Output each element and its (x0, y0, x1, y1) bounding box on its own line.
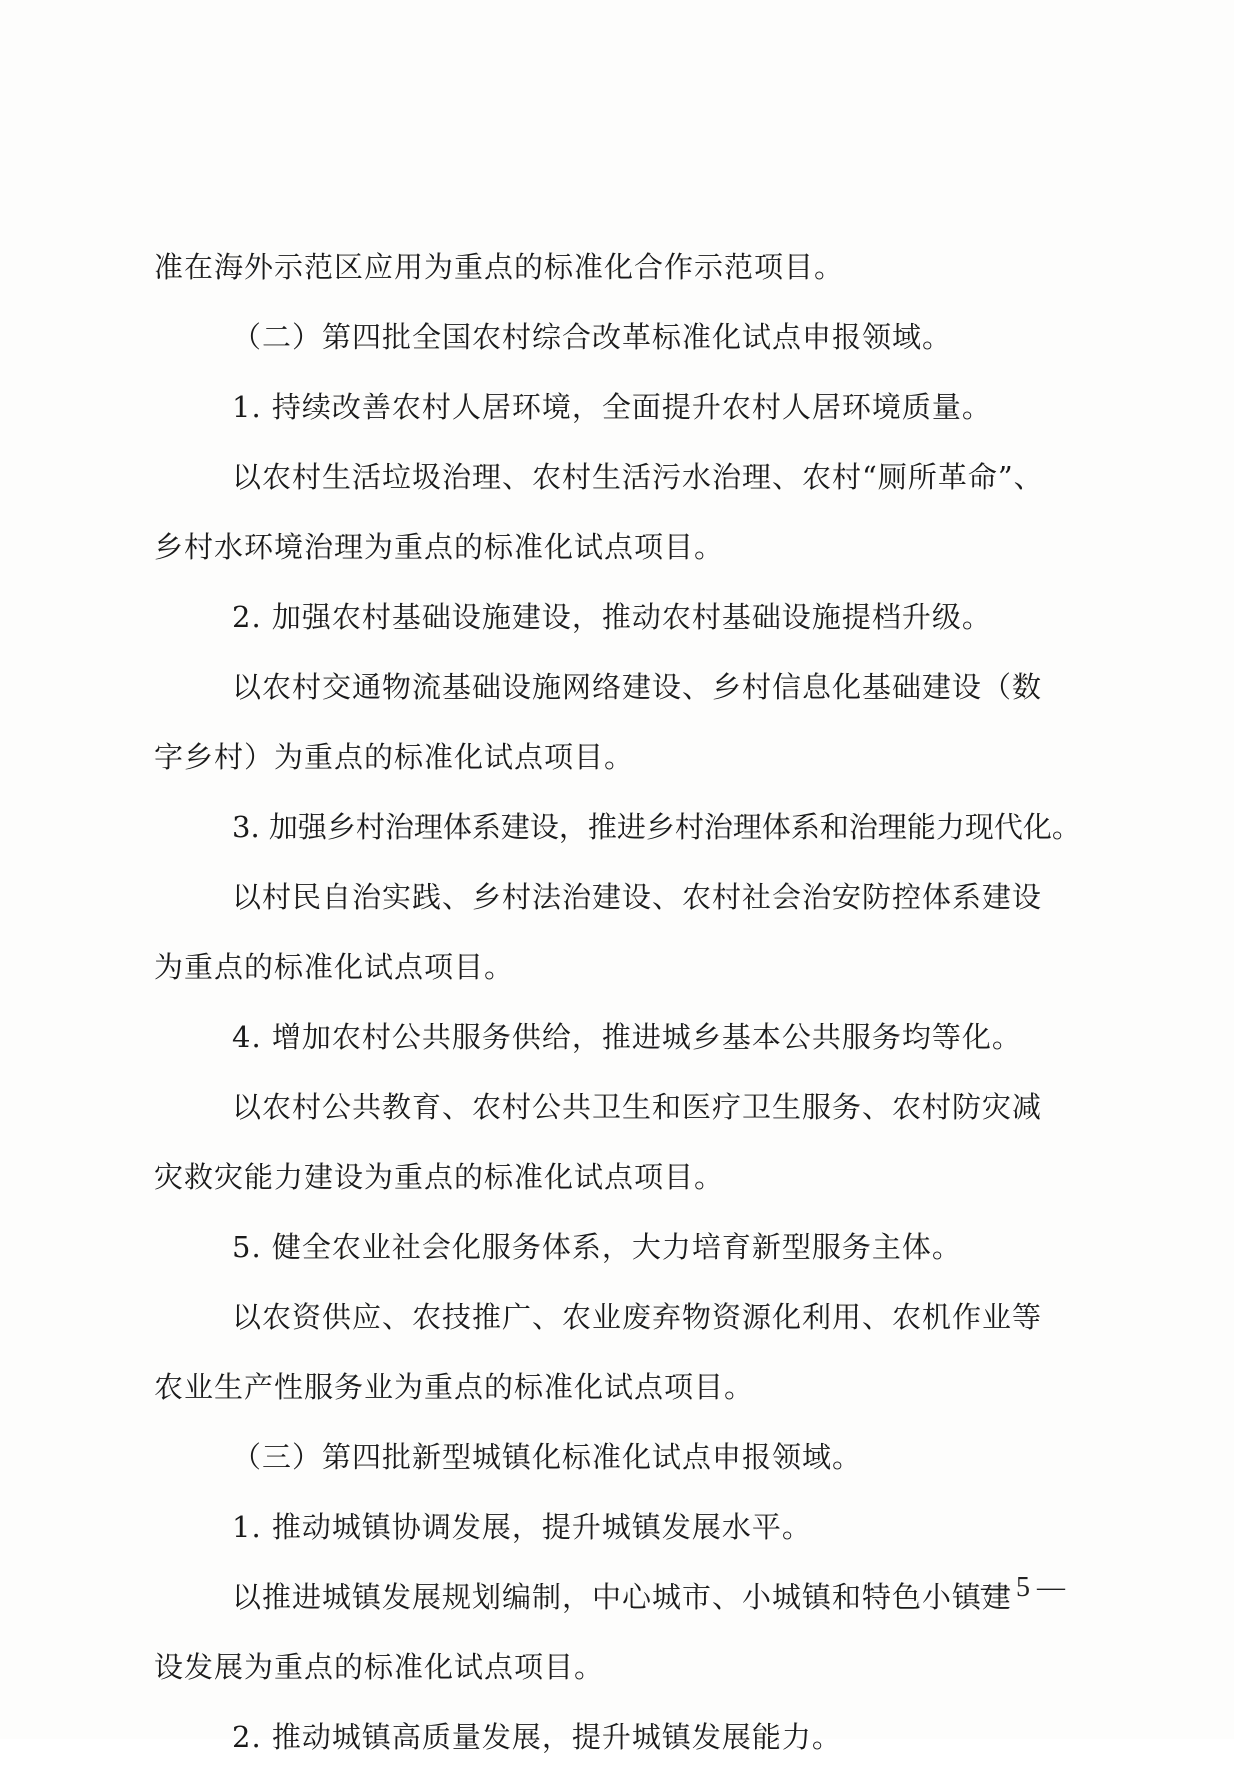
section-heading-2: （二）第四批全国农村综合改革标准化试点申报领域。 (232, 320, 953, 354)
paragraph-line: 乡村水环境治理为重点的标准化试点项目。 (154, 530, 725, 564)
item-heading-2-5: 5. 健全农业社会化服务体系，大力培育新型服务主体。 (232, 1230, 962, 1264)
section-heading-3: （三）第四批新型城镇化标准化试点申报领域。 (232, 1440, 863, 1474)
paragraph-line: 灾救灾能力建设为重点的标准化试点项目。 (154, 1160, 725, 1194)
paragraph-line-continuation: 准在海外示范区应用为重点的标准化合作示范项目。 (154, 250, 845, 284)
paragraph-line: 农业生产性服务业为重点的标准化试点项目。 (154, 1370, 755, 1404)
item-heading-2-1: 1. 持续改善农村人居环境，全面提升农村人居环境质量。 (232, 390, 992, 424)
paragraph-line: 以农村交通物流基础设施网络建设、乡村信息化基础建设（数 (232, 670, 1043, 704)
page-number: — 5 — (981, 1572, 1065, 1603)
item-heading-3-2: 2. 推动城镇高质量发展，提升城镇发展能力。 (232, 1720, 842, 1754)
item-heading-2-4: 4. 增加农村公共服务供给，推进城乡基本公共服务均等化。 (232, 1020, 1022, 1054)
item-heading-2-2: 2. 加强农村基础设施建设，推动农村基础设施提档升级。 (232, 600, 992, 634)
paragraph-line: 为重点的标准化试点项目。 (154, 950, 515, 984)
item-heading-3-1: 1. 推动城镇协调发展，提升城镇发展水平。 (232, 1510, 812, 1544)
paragraph-line: 字乡村）为重点的标准化试点项目。 (154, 740, 635, 774)
item-heading-2-3: 3. 加强乡村治理体系建设，推进乡村治理体系和治理能力现代化。 (232, 810, 1081, 844)
body-text (154, 232, 1099, 1772)
paragraph-line: 设发展为重点的标准化试点项目。 (154, 1650, 605, 1684)
paragraph-line: 以村民自治实践、乡村法治建设、农村社会治安防控体系建设 (232, 880, 1043, 914)
paragraph-line: 以农资供应、农技推广、农业废弃物资源化利用、农机作业等 (232, 1300, 1043, 1334)
paragraph-line: 以推进城镇发展规划编制，中心城市、小城镇和特色小镇建 (232, 1580, 1013, 1614)
paragraph-line: 以农村公共教育、农村公共卫生和医疗卫生服务、农村防灾减 (232, 1090, 1043, 1124)
paragraph-line: 以农村生活垃圾治理、农村生活污水治理、农村“厕所革命”、 (232, 460, 1044, 494)
